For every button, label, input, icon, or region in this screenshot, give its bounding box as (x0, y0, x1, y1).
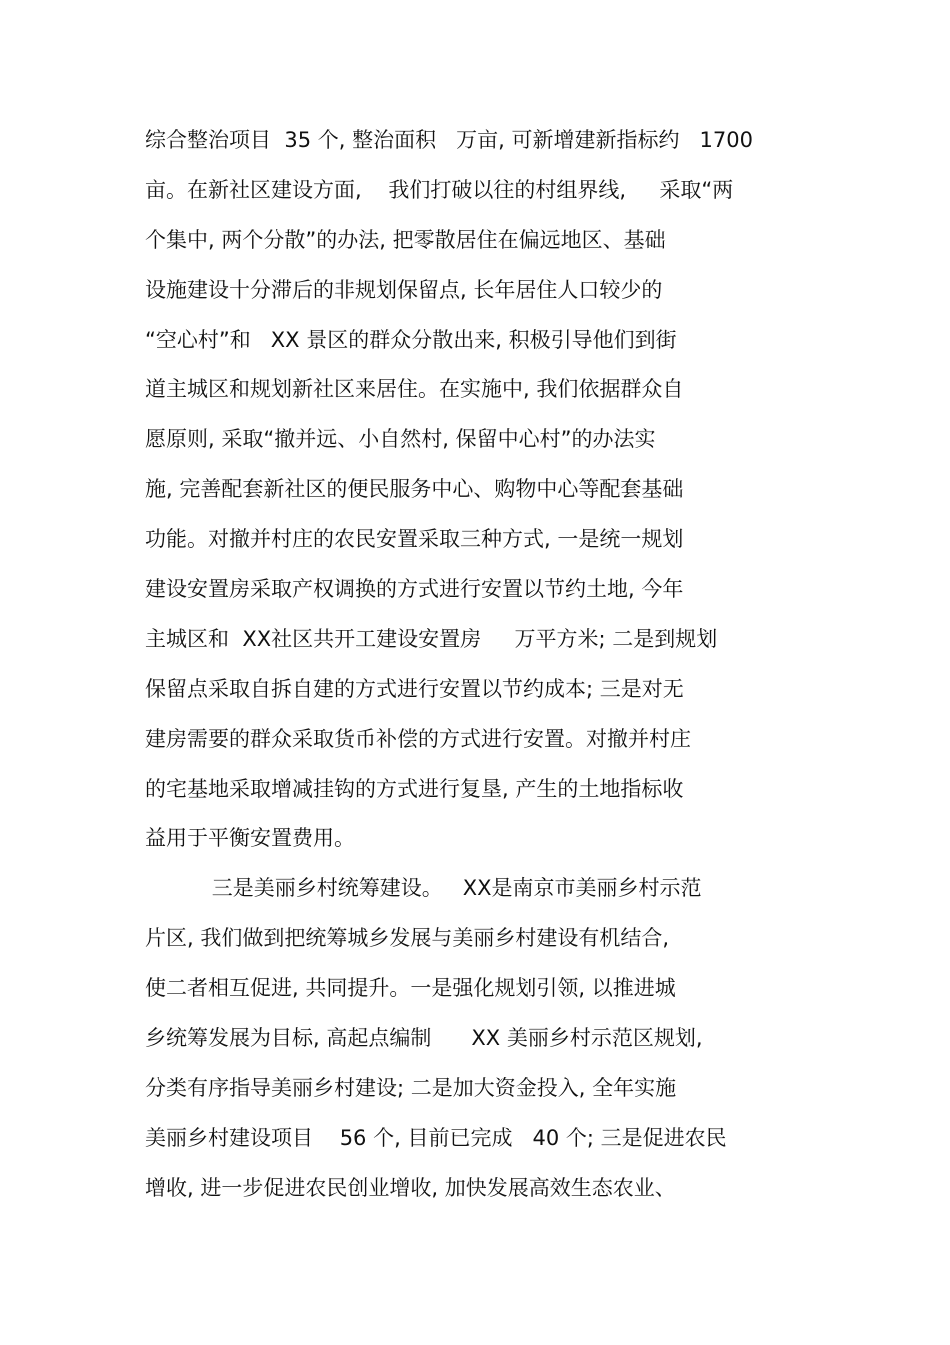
text-line-11: 主城区和 XX社区共开工建设安置房 万平方米; 二是到规划 (145, 626, 718, 651)
text-line-17: 片区, 我们做到把统筹城乡发展与美丽乡村建设有机结合, (145, 926, 670, 951)
text-line-14: 的宅基地采取增减挂钩的方式进行复垦, 产生的土地指标收 (145, 776, 684, 801)
text-line-8: 施, 完善配套新社区的便民服务中心、购物中心等配套基础 (145, 477, 684, 502)
text-line-1: 综合整治项目 35 个, 整治面积 万亩, 可新增建新指标约 1700 (145, 128, 753, 152)
text-line-22: 增收, 进一步促进农民创业增收, 加快发展高效生态农业、 (145, 1175, 676, 1200)
text-line-16: 三是美丽乡村统筹建设。 XX是南京市美丽乡村示范 (145, 876, 702, 901)
text-line-15: 益用于平衡安置费用。 (145, 826, 355, 851)
text-line-13: 建房需要的群众采取货币补偿的方式进行安置。对撤并村庄 (145, 726, 691, 751)
text-line-3: 个集中, 两个分散”的办法, 把零散居住在偏远地区、基础 (145, 227, 666, 252)
text-line-6: 道主城区和规划新社区来居住。在实施中, 我们依据群众自 (145, 377, 684, 402)
text-line-10: 建设安置房采取产权调换的方式进行安置以节约土地, 今年 (145, 577, 684, 602)
text-line-21: 美丽乡村建设项目 56 个, 目前已完成 40 个; 三是促进农民 (145, 1125, 727, 1150)
text-line-9: 功能。对撤并村庄的农民安置采取三种方式, 一是统一规划 (145, 527, 684, 552)
text-line-4: 设施建设十分滞后的非规划保留点, 长年居住人口较少的 (145, 277, 663, 302)
text-line-2: 亩。在新社区建设方面, 我们打破以往的村组界线, 采取“两 (145, 177, 734, 202)
text-line-7: 愿原则, 采取“撤并远、小自然村, 保留中心村”的办法实 (145, 427, 656, 452)
text-line-12: 保留点采取自拆自建的方式进行安置以节约成本; 三是对无 (145, 676, 684, 701)
text-line-19: 乡统筹发展为目标, 高起点编制 XX 美丽乡村示范区规划, (145, 1026, 703, 1051)
document-body (145, 122, 845, 1220)
text-line-20: 分类有序指导美丽乡村建设; 二是加大资金投入, 全年实施 (145, 1075, 677, 1100)
text-line-18: 使二者相互促进, 共同提升。一是强化规划引领, 以推进城 (145, 976, 676, 1001)
text-line-5: “空心村”和 XX 景区的群众分散出来, 积极引导他们到街 (145, 327, 677, 352)
